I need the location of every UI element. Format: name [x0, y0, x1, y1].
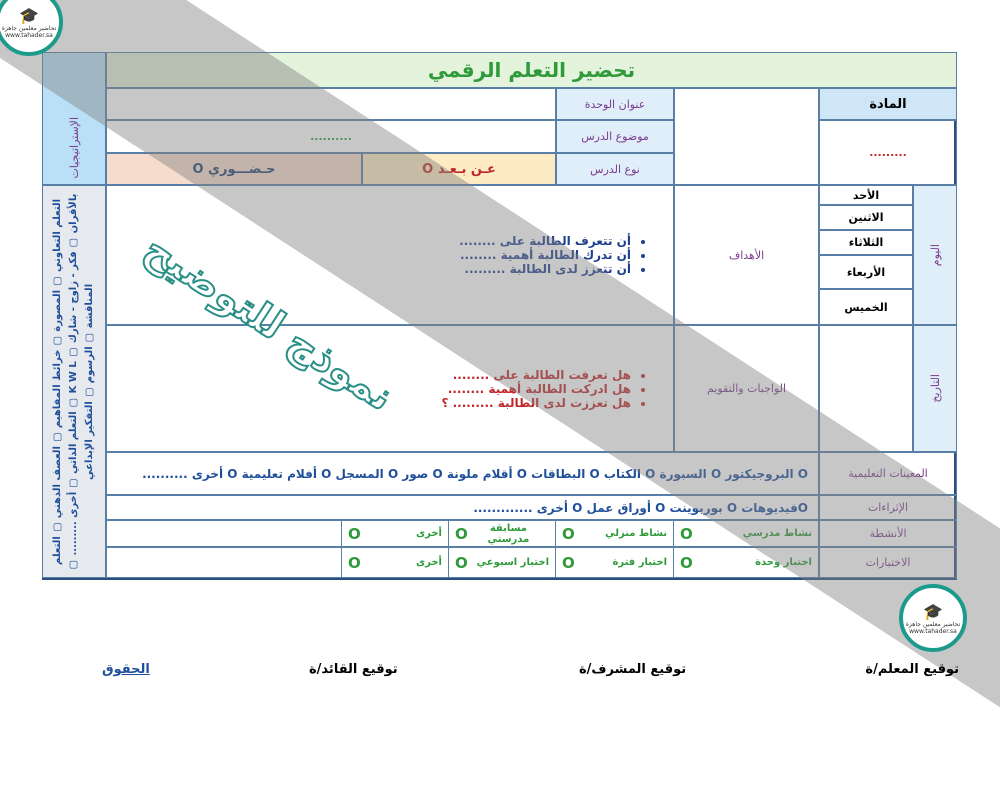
lesson-field[interactable]: ..........	[107, 120, 557, 153]
rights-link[interactable]: الحقوق	[103, 662, 151, 677]
subject-label: المادة	[820, 88, 958, 120]
activity-option[interactable]: أخرى O	[342, 521, 449, 546]
enrich-label: الإثراءات	[820, 495, 958, 520]
truck-icon: 🎓	[924, 601, 944, 621]
test-option[interactable]: أخرى O	[342, 548, 449, 577]
test-option[interactable]: اختبار فترة O	[556, 548, 674, 577]
header-blank	[675, 88, 820, 185]
day-wednesday[interactable]: الأربعاء	[820, 255, 914, 289]
date-label: التاريخ	[914, 325, 958, 452]
homework-item: • هل تعززت لدى الطالبة ......... ؟	[442, 396, 632, 410]
strategies-list[interactable]: التعلم التعاوني ▢ المصورة ▢ خرائط المفاهيم ▢ العصف الذهني ▢ التعلم بالأقران ▢ فكر - زاوج - شارك ▢ K W L ▢ التعلم الذاتي ▢ أخرى ......... ▢ المناقشة ▢ الرسوم ▢ التفكير الإبداعي	[43, 185, 107, 578]
aids-options[interactable]: O البروجيكتور O السبورة O الكتاب O البطاقات O أقلام ملونة O صور O المسجل O أفلام تعليمية O أخرى ..........	[107, 452, 820, 495]
logo-bottom: 🎓 تحاضير معلمين جاهزة www.tahader.sa	[900, 584, 968, 652]
goals-label: الأهداف	[675, 185, 820, 325]
activities-row	[107, 520, 820, 547]
activity-option[interactable]: نشاط مدرسي O	[674, 521, 819, 546]
subject-value[interactable]: .........	[820, 120, 958, 185]
tests-label: الاختبارات	[820, 547, 958, 578]
day-sunday[interactable]: الأحد	[820, 185, 914, 205]
supervisor-signature: توقيع المشرف/ة	[580, 662, 688, 677]
test-option[interactable]: اختبار وحدة O	[674, 548, 819, 577]
day-tuesday[interactable]: الثلاثاء	[820, 230, 914, 255]
logo-top: 🎓 تحاضير معلمين جاهزة www.tahader.sa	[0, 0, 64, 56]
homework-label: الواجبات والتقويم	[675, 325, 820, 452]
strategies-title: الإستراتيجيات	[43, 52, 107, 185]
watermark-text: نموذج للتوضيح	[137, 225, 403, 421]
test-option[interactable]: اختبار اسبوعي O	[449, 548, 556, 577]
goal-item: • أن تدرك الطالبة أهمية ........	[460, 248, 632, 262]
tests-row	[107, 547, 820, 578]
type-label: نوع الدرس	[557, 153, 675, 185]
teacher-signature: توقيع المعلم/ة	[866, 662, 960, 677]
page-title: تحضير التعلم الرقمي	[107, 52, 958, 88]
aids-label: المعينات التعليمية	[820, 452, 958, 495]
homework-list[interactable]	[107, 325, 675, 452]
activities-label: الأنشطة	[820, 520, 958, 547]
lesson-label: موضوع الدرس	[557, 120, 675, 153]
homework-item: • هل تعرفت الطالبة على ........	[442, 368, 632, 382]
unit-label: عنوان الوحدة	[557, 88, 675, 120]
day-monday[interactable]: الاثنين	[820, 205, 914, 230]
day-label: اليوم	[914, 185, 958, 325]
type-remote-radio[interactable]: عـن بـعـد O	[363, 153, 557, 185]
goals-list[interactable]	[107, 185, 675, 325]
enrich-options[interactable]: Oفيديوهات O بوربوينت O أوراق عمل O أخرى .............	[107, 495, 820, 520]
unit-field[interactable]	[107, 88, 557, 120]
activity-option[interactable]: مسابقة مدرستي O	[449, 521, 556, 546]
type-inperson-radio[interactable]: حـضـــوري O	[107, 153, 363, 185]
homework-item: • هل ادركت الطالبة أهمية ........	[442, 382, 632, 396]
day-thursday[interactable]: الخميس	[820, 289, 914, 325]
date-field[interactable]	[820, 325, 914, 452]
goal-item: • أن تتعزز لدى الطالبة .........	[460, 262, 632, 276]
leader-signature: توقيع القائد/ة	[310, 662, 399, 677]
activity-option[interactable]: نشاط منزلي O	[556, 521, 674, 546]
truck-icon: 🎓	[20, 5, 40, 25]
goal-item: • أن تتعرف الطالبة على ........	[460, 234, 632, 248]
